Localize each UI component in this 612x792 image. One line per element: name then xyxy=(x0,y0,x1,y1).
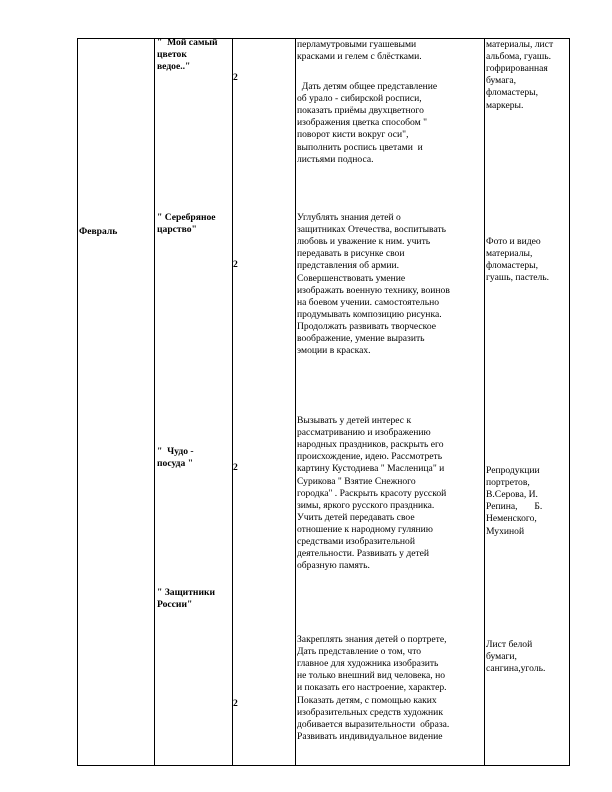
month-label: Февраль xyxy=(79,226,118,237)
topic-cell-line: " Мой самый xyxy=(157,37,218,48)
content-cell-line: эмоции в красках. xyxy=(297,345,371,357)
materials-cell-line: сангина,уголь. xyxy=(486,663,546,675)
content-cell-line: показать приёмы двухцветного xyxy=(297,105,424,117)
materials-cell-line: бумаги, xyxy=(486,651,517,663)
content-cell-line: Углублять знания детей о xyxy=(297,212,401,223)
table-bottom-border xyxy=(77,765,569,766)
content-cell-line: красками и гелем с блёстками. xyxy=(297,51,422,63)
content-cell-line: выполнить роспись цветами и xyxy=(297,141,423,153)
content-cell-line: Совершенствовать умение xyxy=(297,272,406,284)
materials-cell-line: Лист белой xyxy=(486,639,533,650)
content-cell-line: листьями подноса. xyxy=(297,153,374,165)
content-cell-line: защитниках Отечества, воспитывать xyxy=(297,224,447,236)
topic-cell-line: царство" xyxy=(157,224,197,236)
content-cell-line: народных праздников, раскрыть его xyxy=(297,439,444,451)
content-cell-line: изображать военную технику, воинов xyxy=(297,284,450,296)
content-cell-line: картину Кустодиева " Масленица" и xyxy=(297,463,445,475)
content-cell-line: на боевом учении. самостоятельно xyxy=(297,296,440,308)
content-cell-line: городка" . Раскрыть красоту русской xyxy=(297,487,447,499)
topic-cell-line: ведое.." xyxy=(157,61,191,73)
materials-cell-line: альбома, гуашь. xyxy=(486,51,552,63)
content-cell-line: изобразительных средств художник xyxy=(297,706,443,718)
materials-cell-line: Фото и видео xyxy=(486,236,541,247)
content-cell-line: поворот кисти вокруг оси", xyxy=(297,129,409,141)
content-cell-line: любовь и уважение к ним. учить xyxy=(297,236,431,248)
materials-cell-line: фломастеры, xyxy=(486,87,538,99)
content-cell-line: зимы, яркого русского праздника. xyxy=(297,499,435,511)
column-divider-hours xyxy=(232,38,233,766)
hours-cell-line: 2 xyxy=(233,698,238,709)
content-cell-line: перламутровыми гуашевыми xyxy=(297,39,417,50)
content-cell-line: Развивать индивидуальное видение xyxy=(297,730,443,742)
content-cell-line: Закреплять знания детей о портрете, xyxy=(297,634,447,645)
column-divider-topic xyxy=(154,38,155,766)
materials-cell-line: гуашь, пастель. xyxy=(486,272,550,284)
materials-cell-line: Репина, Б. xyxy=(486,501,543,513)
column-divider-content xyxy=(295,38,296,766)
content-cell-line: Сурикова " Взятие Снежного xyxy=(297,475,416,487)
content-cell-line: деятельности. Развивать у детей xyxy=(297,548,430,560)
content-cell-line: образную память. xyxy=(297,560,370,572)
materials-cell-line: бумага, xyxy=(486,75,517,87)
materials-cell-line: Неменского, xyxy=(486,513,537,525)
content-cell-line: Дать представление о том, что xyxy=(297,646,422,658)
table-border-right xyxy=(569,38,570,766)
topic-cell-line: России" xyxy=(157,599,193,611)
materials-cell-line: Репродукции xyxy=(486,465,540,476)
hours-cell-line: 2 xyxy=(233,462,238,473)
materials-cell-line: материалы, лист xyxy=(486,39,554,50)
materials-cell-line: маркеры. xyxy=(486,99,524,111)
content-cell-line: представления об армии. xyxy=(297,260,400,272)
content-cell-line: Показать детям, с помощью каких xyxy=(297,694,437,706)
content-cell-line: не только внешний вид человека, но xyxy=(297,670,446,682)
content-cell-line: рассматриванию и изображению xyxy=(297,427,431,439)
content-cell-line: изображения цветка способом " xyxy=(297,117,428,129)
content-cell-line: воображение, умение выразить xyxy=(297,333,425,344)
hours-cell-line: 2 xyxy=(233,72,238,83)
content-cell-line: продумывать композицию рисунка. xyxy=(297,308,442,320)
content-cell-line: добивается выразительности образа. xyxy=(297,718,450,730)
topic-cell-line: " Защитники xyxy=(157,587,216,598)
topic-cell-line: " Чудо - xyxy=(157,446,194,457)
materials-cell-line: Мухиной xyxy=(486,525,525,537)
topic-cell-line: цветок xyxy=(157,49,187,61)
column-divider-materials xyxy=(484,38,485,766)
materials-cell-line: фломастеры, xyxy=(486,260,538,272)
content-cell-line: и показать его настроение, характер. xyxy=(297,682,447,694)
materials-cell-line: материалы, xyxy=(486,248,533,260)
content-cell-line: отношение к народному гулянию xyxy=(297,523,433,535)
content-cell-line: главное для художника изобразить xyxy=(297,658,439,670)
topic-cell-line: " Серебряное xyxy=(157,212,216,223)
content-cell-line: Учить детей передавать свое xyxy=(297,511,415,523)
table-border-left xyxy=(77,38,78,766)
content-cell-line: передавать в рисунке свои xyxy=(297,248,405,260)
content-cell-line: Вызывать у детей интерес к xyxy=(297,415,412,426)
hours-cell-line: 2 xyxy=(233,259,238,270)
content-cell-line: Продолжать развивать творческое xyxy=(297,320,437,332)
content-cell-line: об урало - сибирской росписи, xyxy=(297,93,422,105)
materials-cell-line: портретов, xyxy=(486,477,530,489)
materials-cell-line: гофрированная xyxy=(486,63,548,75)
content-cell-line: происхождение, идею. Рассмотреть xyxy=(297,451,443,463)
content-cell-line: средствами изобразительной xyxy=(297,536,415,547)
topic-cell-line: посуда " xyxy=(157,458,194,470)
content-cell-line: Дать детям общее представление xyxy=(297,81,438,92)
materials-cell-line: В.Серова, И. xyxy=(486,489,538,501)
